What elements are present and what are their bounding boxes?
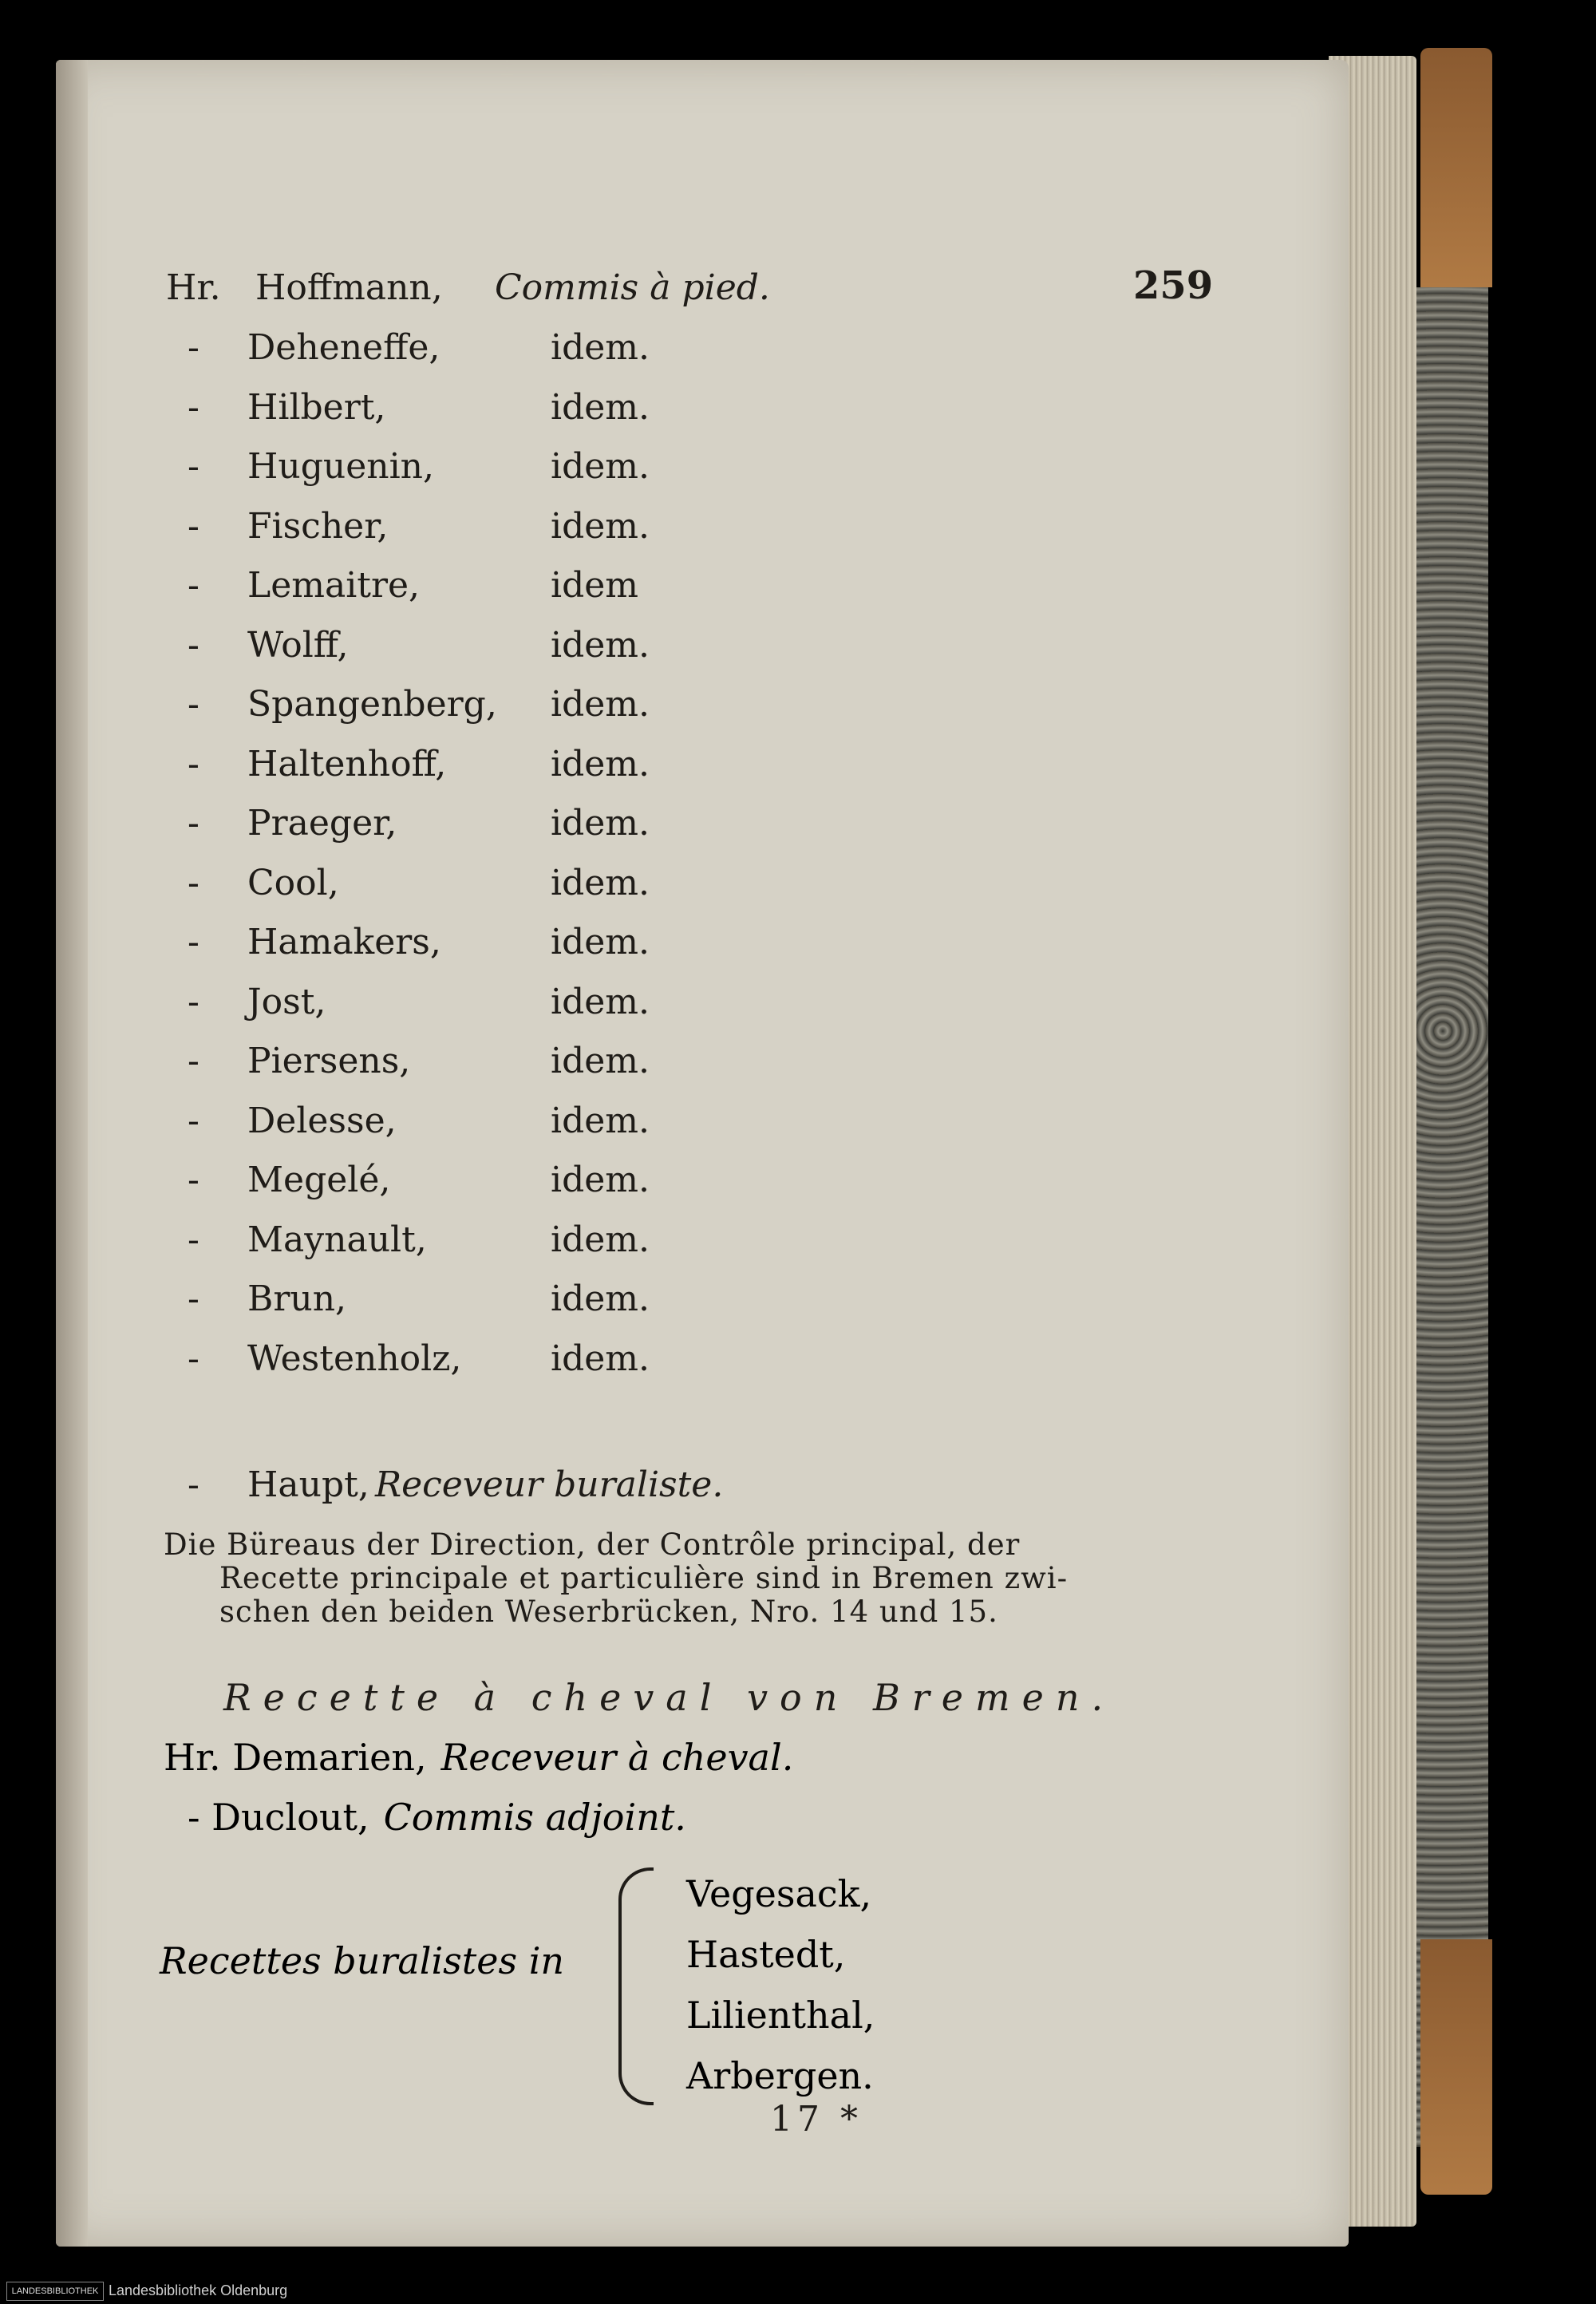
duclout-row: [188, 1796, 686, 1839]
person-role: idem.: [551, 922, 650, 962]
list-dash: -: [188, 862, 200, 903]
list-header-row: [56, 267, 854, 323]
person-role: idem.: [551, 624, 650, 666]
list-item: [56, 684, 854, 740]
person-name: Megelé,: [247, 1160, 391, 1200]
book-cover-top-leather: [1420, 48, 1492, 287]
person-role: idem.: [551, 981, 650, 1022]
list-dash: -: [188, 981, 200, 1022]
list-item: [56, 446, 854, 502]
list-dash: -: [188, 1338, 200, 1379]
list-item: [56, 565, 854, 621]
person-role: idem.: [551, 1278, 650, 1319]
list-dash: -: [188, 624, 200, 666]
person-role: idem.: [551, 386, 650, 428]
book-cover-marbled-board: [1412, 287, 1488, 2147]
paragraph-line: Die Büreaus der Direction, der Contrôle principal, der: [164, 1527, 1021, 1562]
person-role: idem.: [551, 1041, 650, 1081]
person-role: idem.: [551, 505, 650, 547]
haupt-row: [56, 1464, 854, 1520]
buralistes-label: Recettes buralistes in: [160, 1939, 565, 1982]
section-heading: Recette à cheval von Bremen.: [223, 1676, 1116, 1719]
list-item: [56, 1101, 854, 1156]
list-item: [56, 1278, 854, 1334]
person-name: Brun,: [247, 1278, 347, 1319]
curly-brace: [618, 1867, 654, 2105]
list-item: [56, 327, 854, 383]
list-dash: -: [188, 446, 200, 487]
list-dash: -: [188, 1464, 200, 1505]
person-name: Deheneffe,: [247, 327, 440, 368]
list-item: [56, 982, 854, 1037]
person-role: Receveur buraliste.: [375, 1464, 724, 1505]
person-role: Commis adjoint.: [383, 1796, 686, 1839]
person-name: Lemaitre,: [247, 565, 421, 606]
person-role: idem.: [551, 1160, 650, 1200]
honorific: Hr.: [166, 267, 221, 308]
person-name: Jost,: [247, 981, 326, 1022]
list-dash: -: [188, 1278, 200, 1319]
person-role: idem: [551, 565, 638, 606]
person-name: Cool,: [247, 862, 339, 903]
list-item: [56, 1219, 854, 1275]
library-name[interactable]: Landesbibliothek Oldenburg: [109, 2282, 288, 2298]
person-name: Westenholz,: [247, 1338, 462, 1379]
person-name: Haupt,: [247, 1464, 369, 1505]
list-item: [56, 744, 854, 800]
person-role: idem.: [551, 327, 650, 368]
person-role: Commis à pied.: [495, 267, 770, 308]
person-name: Delesse,: [247, 1100, 397, 1141]
person-name: Hilbert,: [247, 386, 386, 428]
person-role: idem.: [551, 803, 650, 844]
list-item: [56, 1338, 854, 1394]
person-name: Maynault,: [247, 1219, 427, 1260]
list-dash: -: [188, 565, 200, 606]
book-page: [56, 60, 1349, 2247]
book-cover-bottom-leather: [1420, 1939, 1492, 2195]
person-role: idem.: [551, 1338, 650, 1379]
person-name: Huguenin,: [247, 446, 434, 487]
list-dash: -: [188, 386, 200, 428]
person-name: Hr. Demarien,: [164, 1736, 427, 1779]
list-item: [56, 863, 854, 919]
list-item: [56, 387, 854, 443]
bureau-note-paragraph: [164, 1528, 1193, 1629]
page-number: 259: [1133, 263, 1214, 308]
list-item: [56, 1160, 854, 1215]
person-name: Fischer,: [247, 505, 389, 547]
place-name: Hastedt,: [686, 1933, 846, 1976]
person-role: idem.: [551, 1100, 650, 1141]
list-dash: -: [188, 922, 200, 962]
person-name: Piersens,: [247, 1041, 411, 1081]
person-name: Hamakers,: [247, 922, 441, 962]
list-dash: -: [188, 743, 200, 784]
signature-mark: 17 *: [770, 2099, 863, 2140]
list-dash: -: [188, 684, 200, 725]
list-item: [56, 803, 854, 859]
list-dash: -: [188, 505, 200, 547]
person-role: idem.: [551, 446, 650, 487]
person-name: Spangenberg,: [247, 684, 497, 725]
person-name: Wolff,: [247, 624, 349, 666]
person-role: idem.: [551, 684, 650, 725]
place-name: Lilienthal,: [686, 1994, 875, 2037]
place-name: Arbergen.: [686, 2054, 874, 2097]
person-role: idem.: [551, 862, 650, 903]
person-name: Hoffmann,: [255, 267, 443, 308]
list-dash: -: [188, 327, 200, 368]
paragraph-line: Recette principale et particulière sind in Bremen zwi-: [219, 1561, 1069, 1595]
list-dash: -: [188, 1041, 200, 1081]
paragraph-line: schen den beiden Weserbrücken, Nro. 14 und 15.: [219, 1595, 998, 1629]
footer-bar: [0, 2278, 1596, 2304]
person-name: - Duclout,: [188, 1796, 369, 1839]
person-role: idem.: [551, 1219, 650, 1260]
list-dash: -: [188, 1219, 200, 1260]
list-item: [56, 1041, 854, 1097]
list-item: [56, 922, 854, 978]
list-dash: -: [188, 803, 200, 844]
list-item: [56, 506, 854, 562]
library-logo[interactable]: LANDESBIBLIOTHEK: [6, 2282, 104, 2301]
place-name: Vegesack,: [686, 1872, 872, 1915]
list-dash: -: [188, 1100, 200, 1141]
buralistes-places: [686, 1863, 875, 2106]
list-dash: -: [188, 1160, 200, 1200]
person-name: Haltenhoff,: [247, 743, 447, 784]
list-item: [56, 625, 854, 681]
person-role: idem.: [551, 743, 650, 784]
demarien-row: [164, 1736, 793, 1779]
person-name: Praeger,: [247, 803, 397, 844]
person-role: Receveur à cheval.: [440, 1736, 794, 1779]
